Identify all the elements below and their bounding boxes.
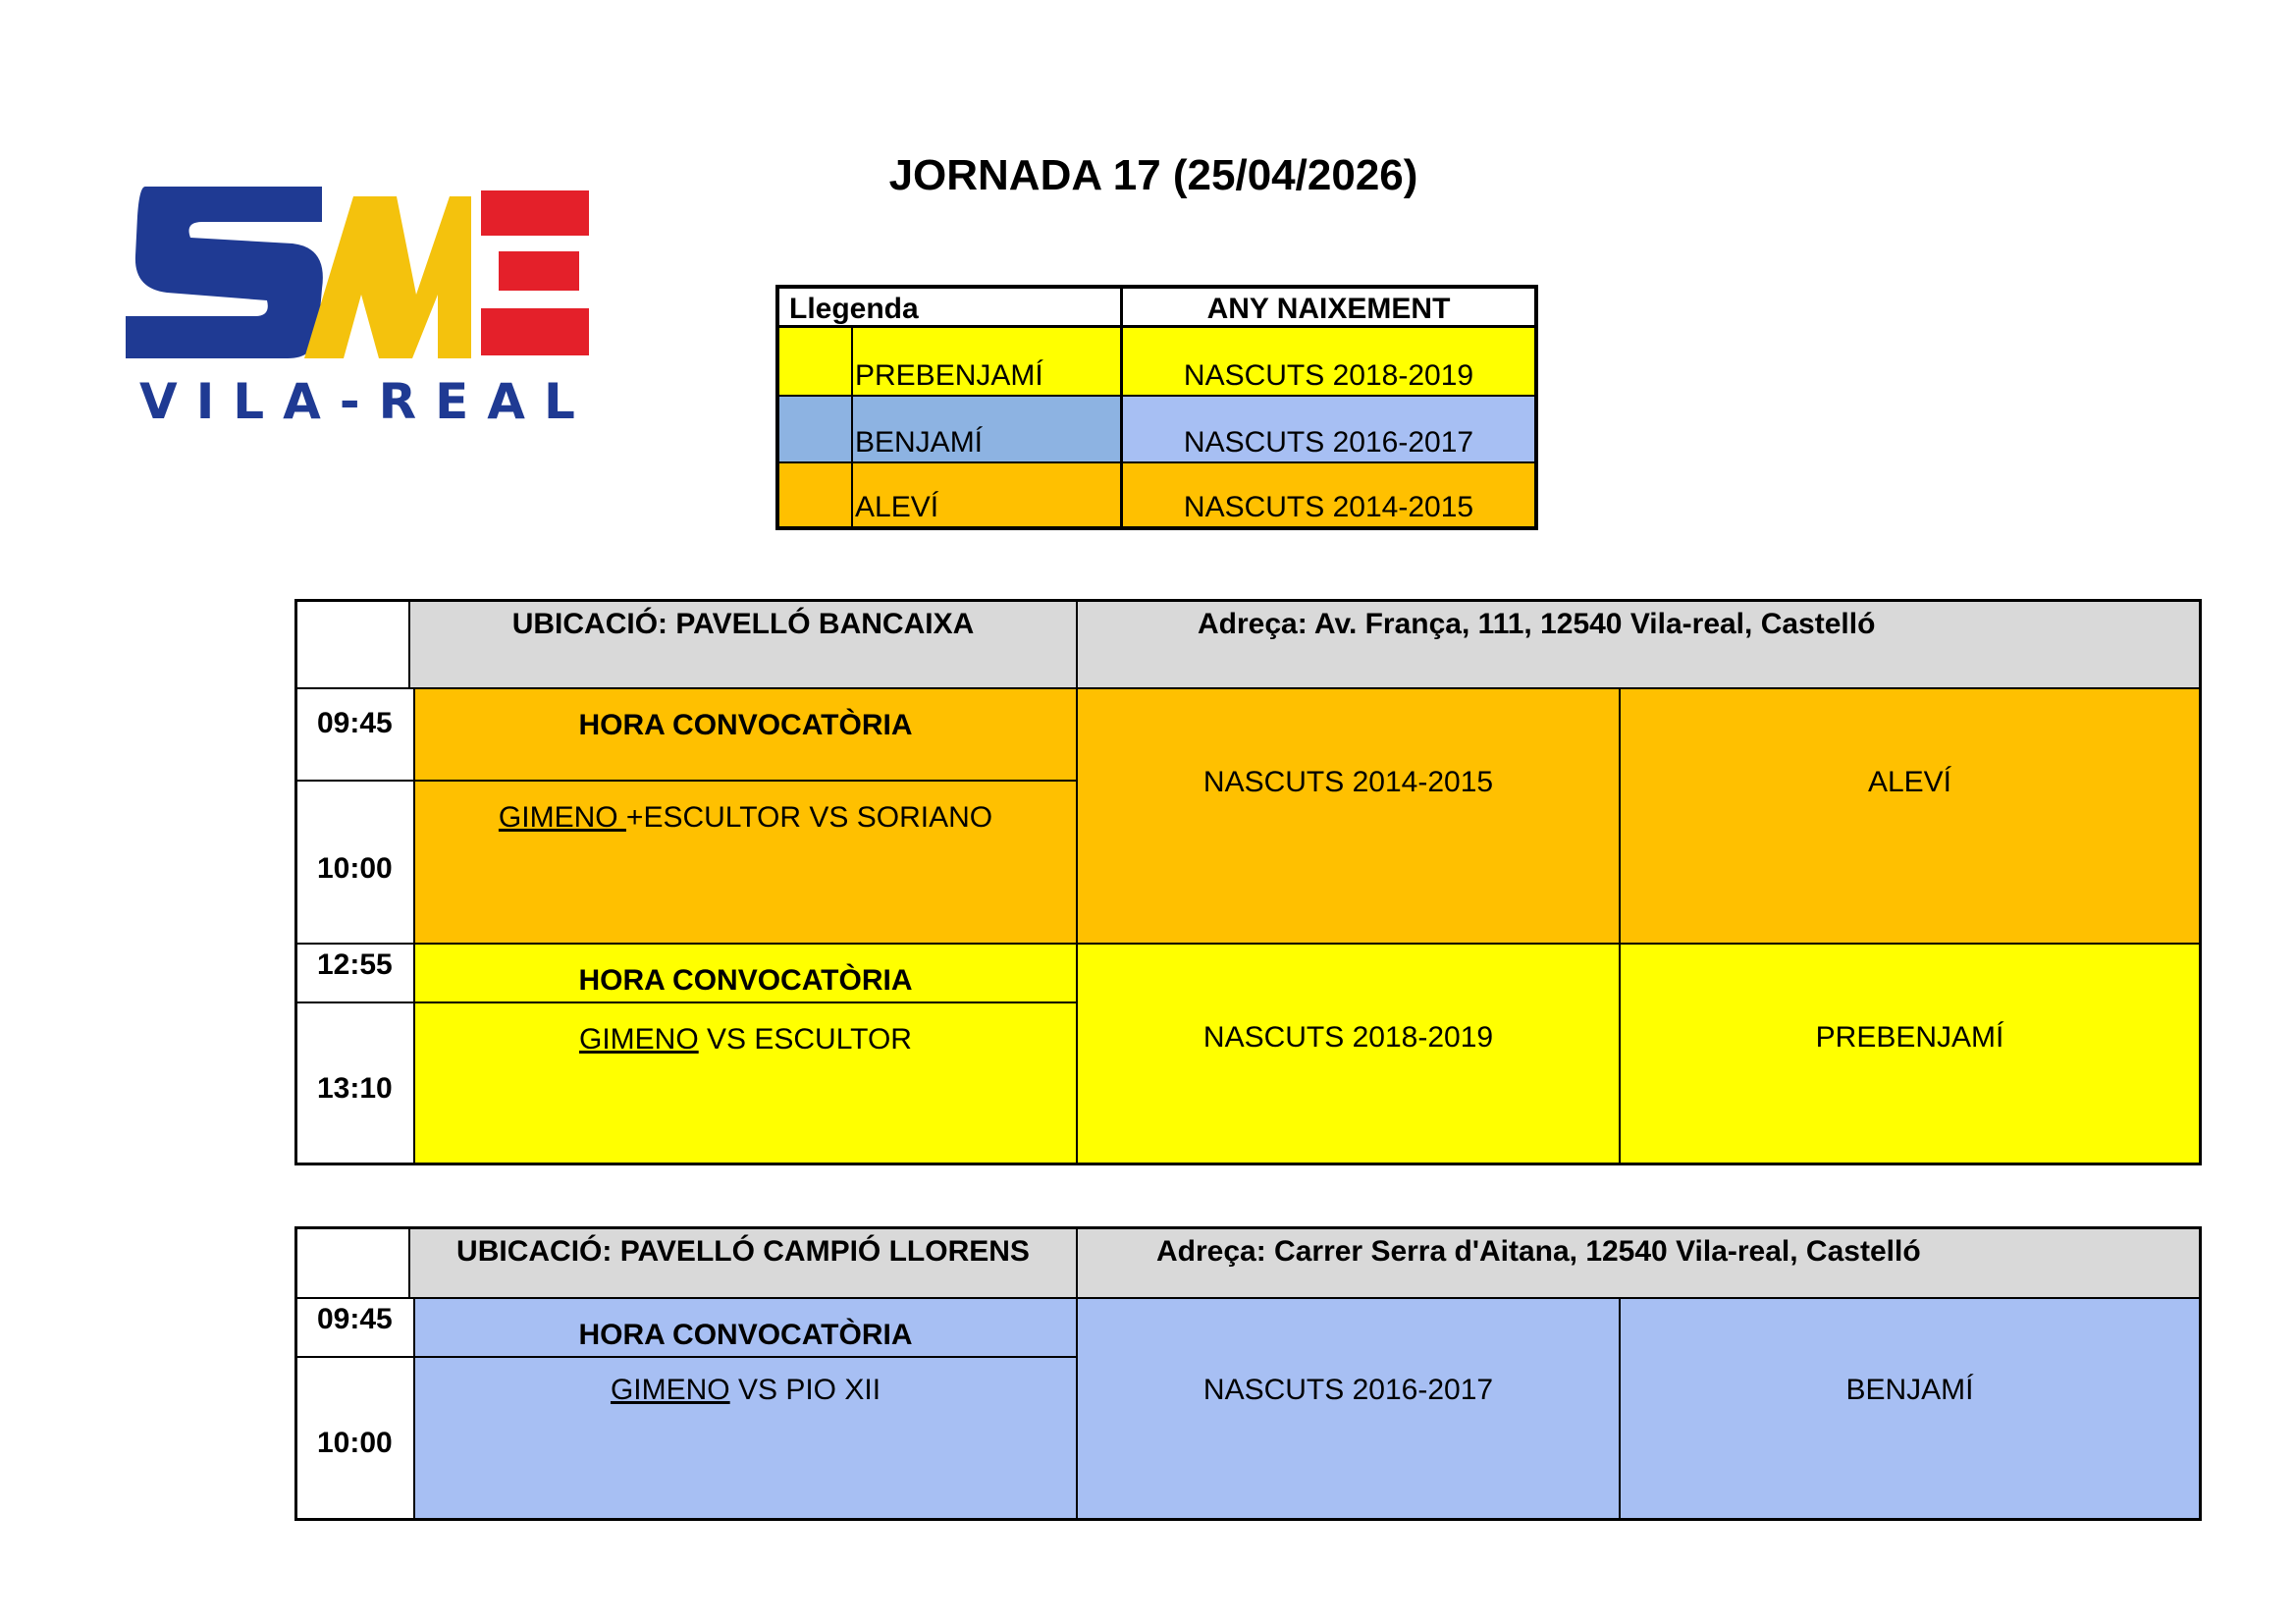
venue-location: UBICACIÓ: PAVELLÓ CAMPIÓ LLORENS xyxy=(410,1229,1076,1297)
logo-letter-e-bot xyxy=(481,308,589,355)
match-team: GIMENO xyxy=(498,801,626,834)
legend-swatch-benjami xyxy=(779,395,853,461)
legend-name-prebenjami: PREBENJAMÍ xyxy=(853,328,1123,395)
call-time: 12:55 xyxy=(297,943,413,1001)
logo-letter-m xyxy=(304,196,471,358)
match-time: 10:00 xyxy=(297,1356,413,1518)
venue-campio-llorens-table xyxy=(294,1226,2202,1521)
sme-logo xyxy=(126,187,597,432)
legend-swatch-alevi xyxy=(779,461,853,526)
match-description xyxy=(413,1356,1076,1518)
birth-years: NASCUTS 2018-2019 xyxy=(1076,943,1619,1163)
call-label: HORA CONVOCATÒRIA xyxy=(413,687,1076,780)
page-title: JORNADA 17 (25/04/2026) xyxy=(888,151,1418,199)
match-time: 13:10 xyxy=(297,1001,413,1163)
legend-table xyxy=(775,285,1538,530)
match-opponents: +ESCULTOR VS SORIANO xyxy=(625,801,993,834)
birth-years: NASCUTS 2014-2015 xyxy=(1076,687,1619,943)
call-time: 09:45 xyxy=(297,687,413,780)
category: BENJAMÍ xyxy=(1619,1297,2199,1518)
match-description xyxy=(413,1001,1076,1163)
venue-address: Adreça: Carrer Serra d'Aitana, 12540 Vila-real, Castelló xyxy=(1076,1229,2199,1297)
call-label: HORA CONVOCATÒRIA xyxy=(413,943,1076,1001)
legend-year-benjami: NASCUTS 2016-2017 xyxy=(1123,395,1534,461)
legend-name-alevi: ALEVÍ xyxy=(853,461,1123,526)
legend-year-prebenjami: NASCUTS 2018-2019 xyxy=(1123,328,1534,395)
category: PREBENJAMÍ xyxy=(1619,943,2199,1163)
legend-header-label: Llegenda xyxy=(779,289,1123,328)
legend-swatch-prebenjami xyxy=(779,328,853,395)
legend-year-alevi: NASCUTS 2014-2015 xyxy=(1123,461,1534,526)
match-opponents: VS ESCULTOR xyxy=(698,1023,912,1056)
venue-bancaixa-table xyxy=(294,599,2202,1165)
match-description xyxy=(413,780,1076,943)
call-label: HORA CONVOCATÒRIA xyxy=(413,1297,1076,1356)
match-opponents: VS PIO XII xyxy=(729,1374,881,1406)
venue-address: Adreça: Av. França, 111, 12540 Vila-real, Castelló xyxy=(1076,602,2199,687)
venue-location: UBICACIÓ: PAVELLÓ BANCAIXA xyxy=(410,602,1076,687)
legend-name-benjami: BENJAMÍ xyxy=(853,395,1123,461)
logo-letter-e-top xyxy=(481,190,589,236)
birth-years: NASCUTS 2016-2017 xyxy=(1076,1297,1619,1518)
header-empty-cell xyxy=(297,602,410,687)
logo-letter-s xyxy=(126,187,323,358)
match-team: GIMENO xyxy=(610,1374,730,1406)
call-time: 09:45 xyxy=(297,1297,413,1356)
legend-header-year: ANY NAIXEMENT xyxy=(1123,289,1534,328)
logo-text: VILA-REAL xyxy=(139,373,594,430)
logo-letter-e-mid xyxy=(499,251,579,291)
header-empty-cell xyxy=(297,1229,410,1297)
match-time: 10:00 xyxy=(297,780,413,943)
category: ALEVÍ xyxy=(1619,687,2199,943)
sme-logo-mark xyxy=(126,187,597,368)
match-team: GIMENO xyxy=(579,1023,699,1056)
